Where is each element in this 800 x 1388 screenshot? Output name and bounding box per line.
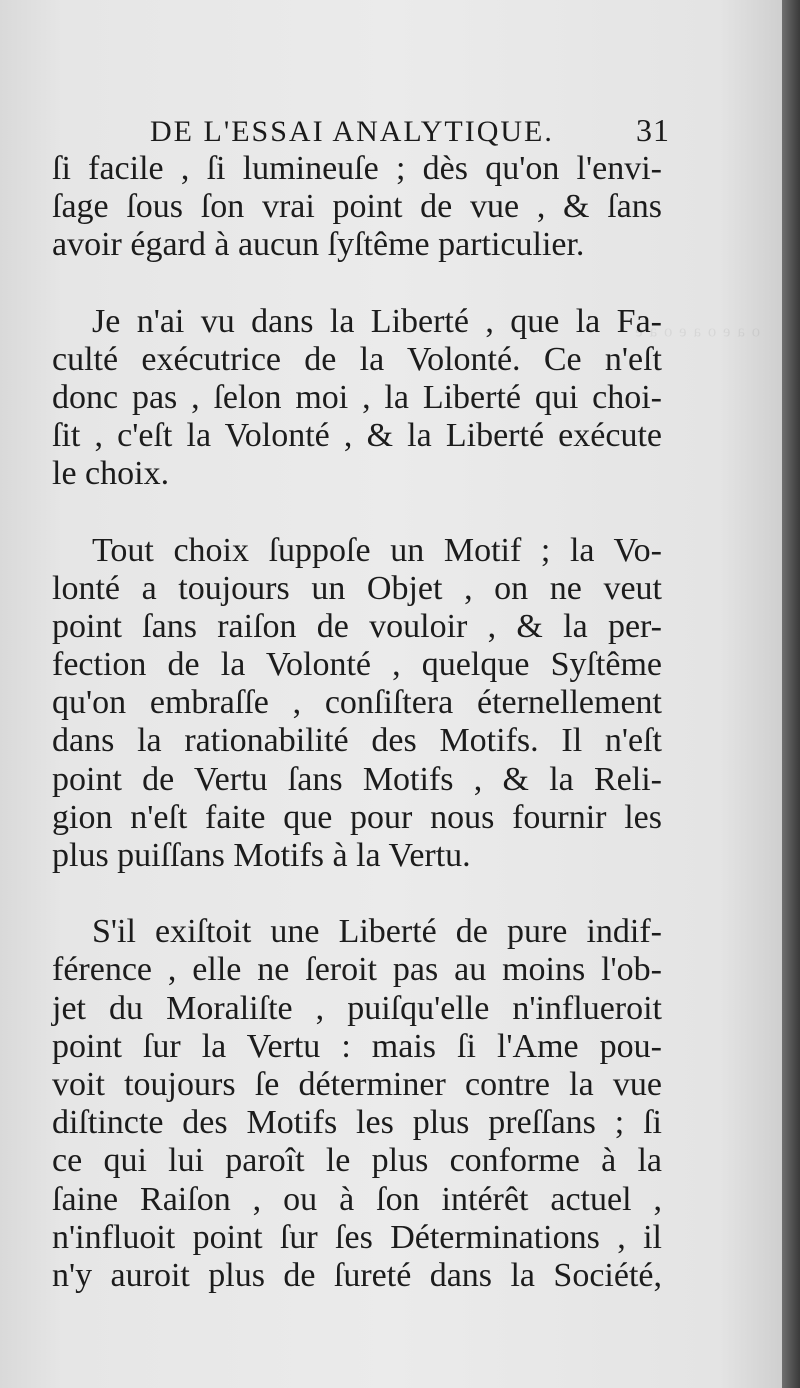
- body-text: [52, 150, 662, 1295]
- text-line: lonté a toujours un Objet , on ne veut: [52, 569, 662, 607]
- text-line: voit toujours ſe déterminer contre la vue: [52, 1065, 662, 1103]
- text-line: culté exécutrice de la Volonté. Ce n'eſt: [52, 340, 662, 378]
- text-line: gion n'eſt faite que pour nous fournir les: [52, 798, 662, 836]
- text-line: le choix.: [52, 455, 170, 493]
- text-line: n'y auroit plus de ſureté dans la Société,: [52, 1256, 662, 1294]
- text-line: ce qui lui paroît le plus conforme à la: [52, 1142, 662, 1180]
- text-line: point ſans raiſon de vouloir , & la per-: [52, 607, 662, 645]
- running-head: [150, 112, 670, 149]
- text-line: point ſur la Vertu : mais ſi l'Ame pou-: [52, 1027, 662, 1065]
- text-line: férence , elle ne ſeroit pas au moins l'ob-: [52, 951, 662, 989]
- text-line: qu'on embraſſe , conſiſtera éternellement: [52, 684, 662, 722]
- paragraph: [52, 532, 662, 876]
- page-number: 31: [636, 112, 670, 148]
- text-line: ſit , c'eſt la Volonté , & la Liberté exécute: [52, 417, 662, 455]
- text-line: diſtincte des Motifs les plus preſſans ; ſi: [52, 1104, 662, 1142]
- text-line: S'il exiſtoit une Liberté de pure indif-: [92, 913, 662, 951]
- text-line: fection de la Volonté , quelque Syſtême: [52, 646, 662, 684]
- text-line: Je n'ai vu dans la Liberté , que la Fa-: [92, 302, 662, 340]
- text-line: ſaine Raiſon , ou à ſon intérêt actuel ,: [52, 1180, 662, 1218]
- text-line: jet du Moraliſte , puiſqu'elle n'influeroit: [52, 989, 662, 1027]
- paragraph: [52, 913, 662, 1295]
- bleed-through: ᵒ ᵃ ᵉ ᵒ ᵃ ᵉ ᵒ ᵃ ᵉ: [635, 320, 760, 351]
- paragraph: [52, 303, 662, 494]
- text-line: point de Vertu ſans Motifs , & la Reli-: [52, 760, 662, 798]
- text-line: dans la rationabilité des Motifs. Il n'eſt: [52, 722, 662, 760]
- text-line: avoir égard à aucun ſyſtême particulier.: [52, 226, 585, 264]
- text-line: ſi facile , ſi lumineuſe ; dès qu'on l'envi-: [52, 150, 662, 187]
- running-title: DE L'ESSAI ANALYTIQUE.: [150, 115, 554, 148]
- paragraph: [52, 150, 662, 265]
- text-line: n'influoit point ſur ſes Déterminations , il: [52, 1218, 662, 1256]
- text-line: donc pas , ſelon moi , la Liberté qui choi-: [52, 378, 662, 416]
- text-line: ſage ſous ſon vrai point de vue , & ſans: [52, 188, 662, 226]
- text-line: plus puiſſans Motifs à la Vertu.: [52, 837, 471, 874]
- text-line: Tout choix ſuppoſe un Motif ; la Vo-: [92, 531, 662, 569]
